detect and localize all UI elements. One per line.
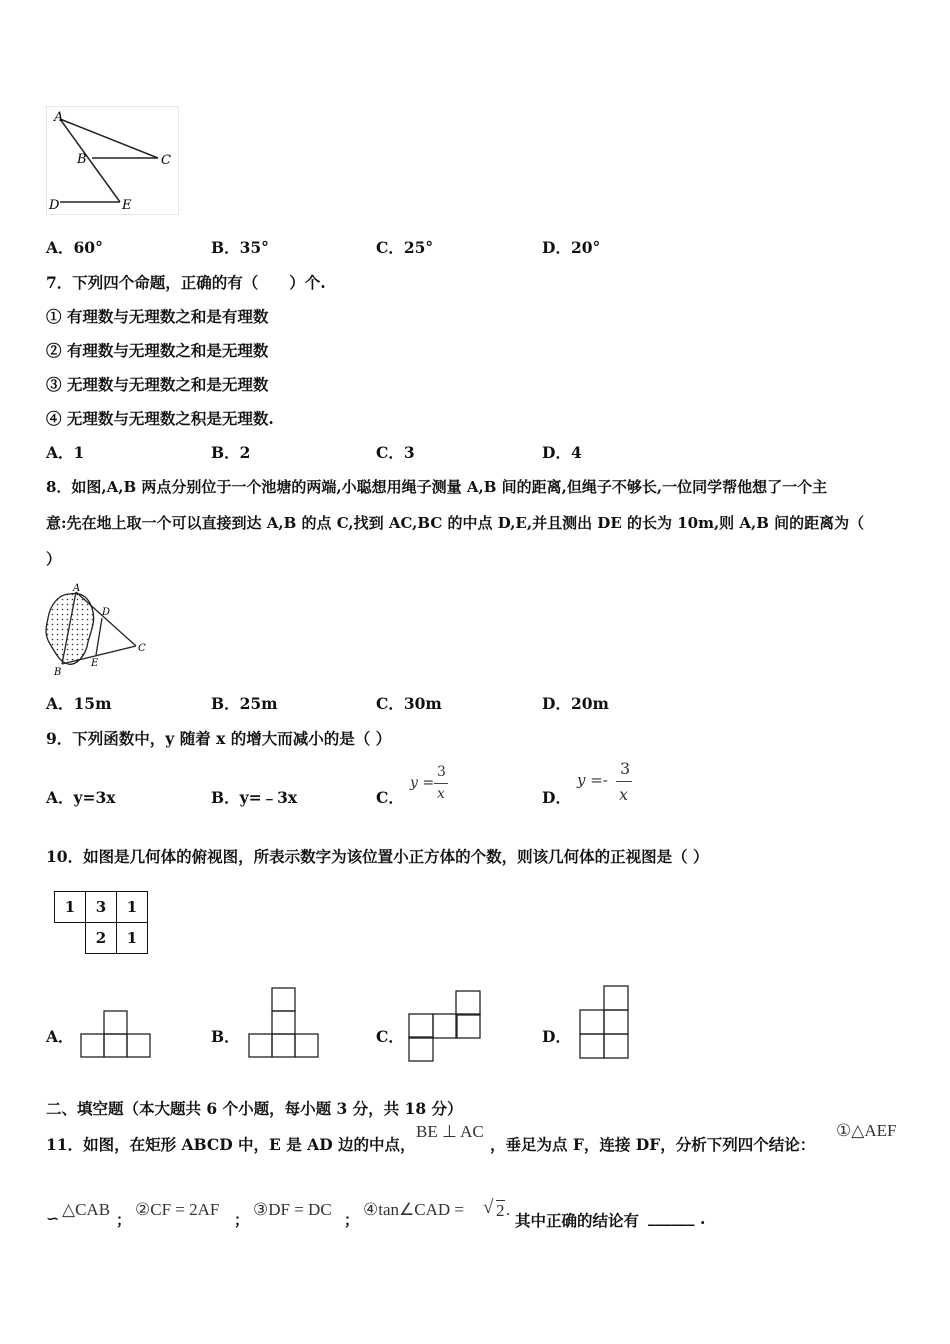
q7-option-b: B．2 — [211, 443, 251, 462]
q9-option-c-fraction-bar — [434, 783, 448, 784]
q9-option-d-denominator: x — [619, 785, 629, 804]
q10-option-c-figure — [408, 990, 486, 1063]
q9-option-c-label: C． — [376, 788, 404, 807]
q8-option-c: C．30m — [376, 694, 442, 713]
q11-period: . — [506, 1200, 511, 1219]
q11-end-period: . — [700, 1209, 706, 1228]
q11-conclusion-1-end: △CAB — [62, 1200, 111, 1219]
q7-item-1: ① 有理数与无理数之和是有理数 — [46, 307, 269, 326]
q8-stem-line3: ） — [46, 550, 62, 568]
grid-cell: 1 — [117, 892, 148, 923]
q9-option-c-numerator: 3 — [437, 764, 446, 780]
q9-option-c-lhs: y = — [410, 775, 435, 791]
q10-option-d-figure — [579, 985, 633, 1060]
point-label-d: D — [102, 607, 111, 618]
point-label-e: E — [122, 198, 132, 213]
q10-option-b-label: B． — [211, 1027, 240, 1046]
q10-option-a-label: A． — [46, 1027, 74, 1046]
q7-option-a: A．1 — [46, 443, 85, 462]
q6-option-d: D．20° — [542, 238, 601, 257]
q6-option-c: C．25° — [376, 238, 434, 257]
point-label-b: B — [54, 667, 62, 678]
point-label-d: D — [49, 198, 60, 213]
line-de — [96, 618, 102, 655]
q9-option-c-denominator: x — [437, 786, 445, 802]
figure-q8-pond — [40, 582, 152, 678]
q10-option-b-figure — [248, 987, 323, 1060]
q6-option-b: B．35° — [211, 238, 269, 257]
q11-sqrt-sign: √ — [483, 1197, 494, 1218]
q10-option-d-label: D． — [542, 1027, 571, 1046]
q11-text-part2: ，垂足为点 F，连接 DF，分析下列四个结论： — [490, 1135, 816, 1154]
q9-option-d-lhs: y =- — [577, 771, 608, 789]
q11-similar-symbol: ∽ — [46, 1209, 60, 1228]
q8-option-b: B．25m — [211, 694, 278, 713]
q10-option-a-figure — [80, 1010, 155, 1060]
q8-option-a: A．15m — [46, 694, 112, 713]
q10-option-c-label: C． — [376, 1027, 404, 1046]
q9-option-d-numerator: 3 — [620, 759, 631, 778]
q9-option-d-fraction-bar — [616, 781, 632, 782]
q11-conclusion-4: ④tan∠CAD = — [363, 1200, 464, 1219]
q8-option-d: D．20m — [542, 694, 609, 713]
q11-answer-blank[interactable]: ______ — [648, 1207, 695, 1226]
point-label-b: B — [77, 152, 87, 167]
q7-item-2: ② 有理数与无理数之和是无理数 — [46, 341, 269, 360]
point-label-a: A — [54, 110, 64, 125]
pond-shape — [46, 594, 94, 665]
q7-option-d: D．4 — [542, 443, 582, 462]
q11-separator: ； — [344, 1211, 360, 1229]
q7-item-4: ④ 无理数与无理数之积是无理数. — [46, 409, 274, 428]
grid-cell: 2 — [86, 923, 117, 954]
point-label-c: C — [161, 153, 171, 168]
q11-separator: ； — [234, 1211, 250, 1229]
q11-text-part1: 11．如图，在矩形 ABCD 中，E 是 AD 边的中点， — [46, 1135, 416, 1154]
q9-option-d-label: D． — [542, 788, 571, 807]
q9-stem: 9．下列函数中，y 随着 x 的增大而减小的是（ ） — [46, 729, 392, 748]
q11-separator: ； — [116, 1211, 132, 1229]
q11-conclusion-3: ③DF = DC — [253, 1200, 332, 1219]
q7-item-3: ③ 无理数与无理数之和是无理数 — [46, 375, 269, 394]
point-label-a: A — [73, 583, 81, 594]
section-2-heading: 二、填空题（本大题共 6 个小题，每小题 3 分，共 18 分） — [46, 1099, 463, 1118]
grid-cell: 1 — [117, 923, 148, 954]
figure-q6-lines — [46, 106, 180, 216]
point-label-e: E — [91, 658, 99, 669]
q11-conclusion-2: ②CF = 2AF — [135, 1200, 220, 1219]
point-label-c: C — [138, 643, 146, 654]
q9-option-b: B．y=﹣3x — [211, 788, 298, 807]
q11-conclusion-1-start: ①△AEF — [836, 1121, 897, 1140]
q7-option-c: C．3 — [376, 443, 415, 462]
grid-cell: 3 — [86, 892, 117, 923]
q11-sqrt-value: 2 — [496, 1201, 505, 1220]
q8-stem-line1: 8．如图,A,B 两点分别位于一个池塘的两端,小聪想用绳子测量 A,B 间的距离,但绳子不够长,一位同学帮他想了一个主 — [46, 478, 828, 496]
q11-math-be-perp-ac: BE ⊥ AC — [416, 1122, 484, 1141]
q10-top-view-grid — [54, 891, 148, 954]
q7-stem: 7．下列四个命题，正确的有（ ）个. — [46, 273, 326, 292]
q6-option-a: A．60° — [46, 238, 103, 257]
q8-stem-line2: 意:先在地上取一个可以直接到达 A,B 的点 C,找到 AC,BC 的中点 D,E,并且测出 DE 的长为 10m,则 A,B 间的距离为（ — [46, 514, 865, 532]
q9-option-a: A．y=3x — [46, 788, 116, 807]
q11-text-part3: 其中正确的结论有 — [515, 1211, 640, 1230]
grid-cell: 1 — [55, 892, 86, 923]
grid-cell-empty — [55, 923, 86, 954]
q10-stem: 10．如图是几何体的俯视图，所表示数字为该位置小正方体的个数，则该几何体的正视图是（ ） — [46, 847, 709, 866]
